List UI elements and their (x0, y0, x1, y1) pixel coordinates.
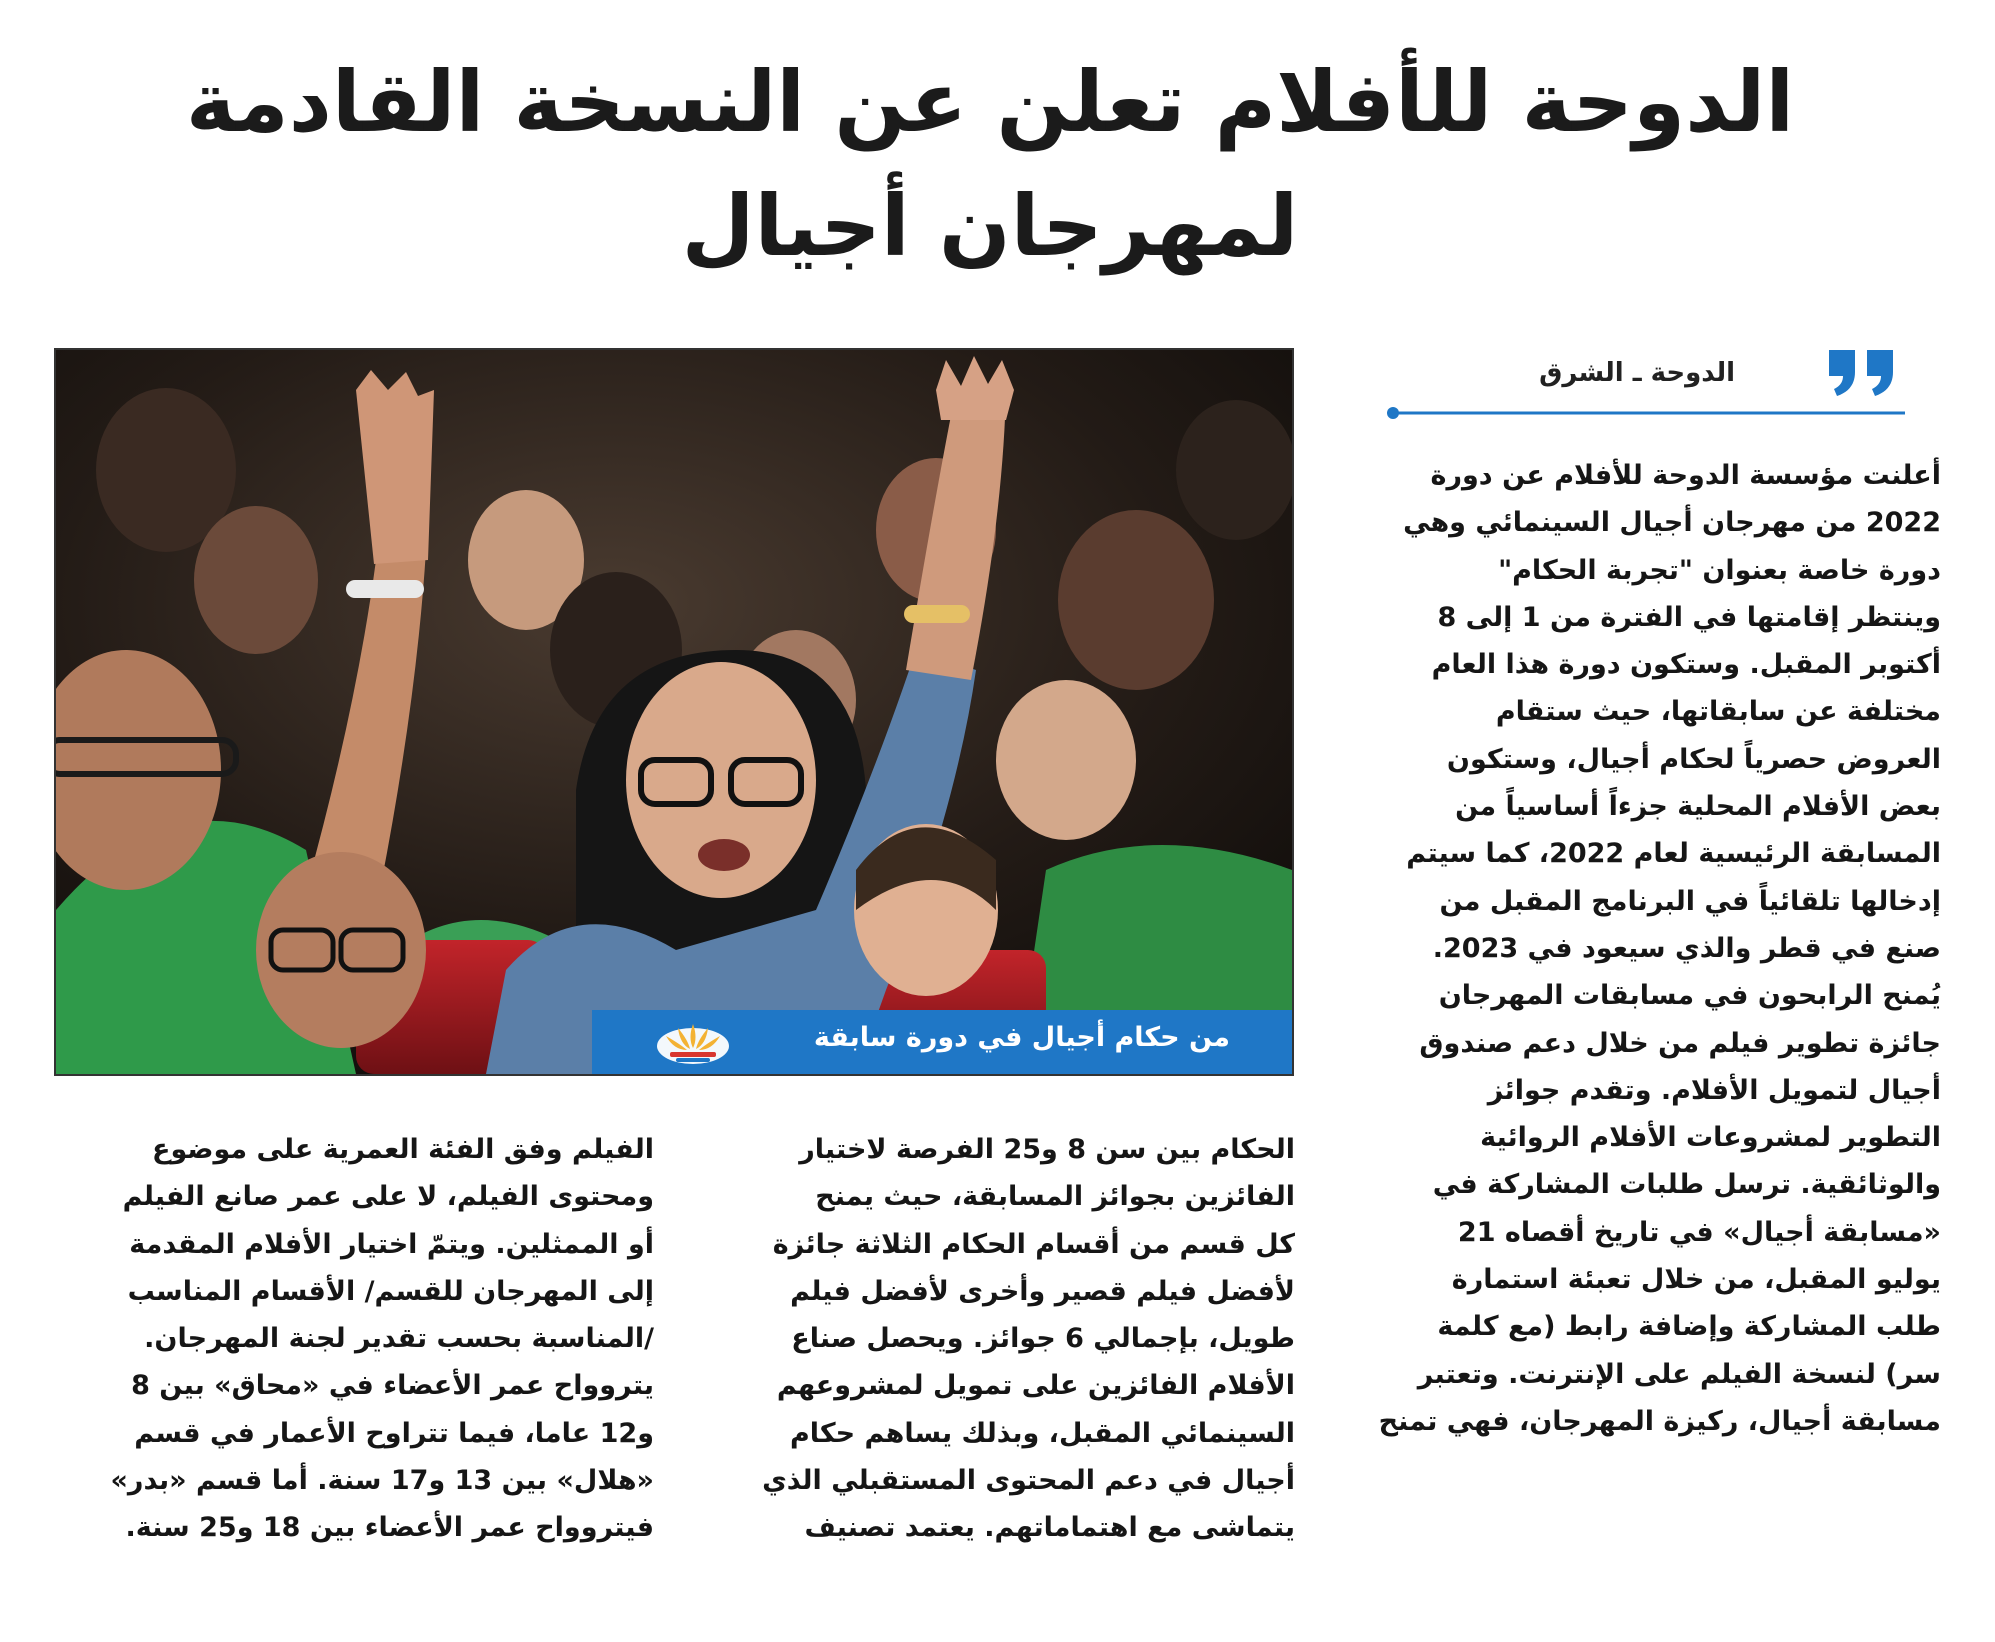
article-line: يتروواح عمر الأعضاء في «محاق» بين 8 (131, 1370, 654, 1402)
article-column-3 (54, 1126, 654, 1552)
article-line: والوثائقية. ترسل طلبات المشاركة في (1432, 1169, 1941, 1201)
article-line: يوليو المقبل، من خلال تعبئة استمارة (1451, 1264, 1941, 1296)
byline-divider (1385, 406, 1905, 420)
article-line: /المناسبة بحسب تقدير لجنة المهرجان. (144, 1323, 654, 1355)
article-column-2 (695, 1126, 1295, 1552)
byline-source: الدوحة ـ الشرق (1539, 358, 1735, 388)
article-line: العروض حصرياً لحكام أجيال، وستكون (1446, 743, 1941, 775)
article-line: أعلنت مؤسسة الدوحة للأفلام عن دورة (1430, 460, 1941, 491)
article-line: دورة خاصة بعنوان "تجربة الحكام" (1498, 554, 1941, 586)
article-line: طلب المشاركة وإضافة رابط (مع كلمة (1437, 1311, 1941, 1343)
headline-line-2: لمهرجان أجيال (681, 177, 1299, 275)
article-line: لأفضل فيلم قصير وأخرى لأفضل فيلم (790, 1275, 1295, 1307)
article-photo (54, 348, 1294, 1076)
quote-marks-icon (1825, 346, 1899, 398)
article-line: الفائزين بجوائز المسابقة، حيث يمنح (815, 1181, 1295, 1213)
article-line: أو الممثلين. ويتمّ اختيار الأفلام المقدمة (129, 1228, 654, 1260)
article-line: صنع في قطر والذي سيعود في 2023. (1432, 932, 1941, 964)
article-line: إدخالها تلقائياً في البرنامج المقبل من (1439, 885, 1941, 917)
article-line: مختلفة عن سابقاتها، حيث ستقام (1495, 696, 1941, 728)
article-line: الحكام بين سن 8 و25 الفرصة لاختيار (799, 1134, 1295, 1165)
article-line: فيتروواح عمر الأعضاء بين 18 و25 سنة. (125, 1512, 654, 1544)
article-line: السينمائي المقبل، وبذلك يساهم حكام (789, 1417, 1295, 1449)
article-line: وينتظر إقامتها في الفترة من 1 إلى 8 (1437, 601, 1941, 633)
article-line: كل قسم من أقسام الحكام الثلاثة جائزة (772, 1228, 1295, 1260)
article-line: جائزة تطوير فيلم من خلال دعم صندوق (1419, 1027, 1941, 1059)
article-line: و12 عاما، فيما تتراوح الأعمار في قسم (134, 1417, 654, 1449)
article-line: مسابقة أجيال، ركيزة المهرجان، فهي تمنح (1378, 1405, 1941, 1437)
photo-caption-text: من حكام أجيال في دورة سابقة (813, 1022, 1230, 1053)
article-line: ومحتوى الفيلم، لا على عمر صانع الفيلم (122, 1181, 654, 1213)
article-line: «مسابقة أجيال» في تاريخ أقصاه 21 (1457, 1216, 1941, 1248)
article-line: الأفلام الفائزين على تمويل لمشروعهم (776, 1370, 1295, 1402)
photo-caption (592, 1010, 1292, 1074)
article-line: طويل، بإجمالي 6 جوائز. ويحصل صناع (791, 1323, 1295, 1355)
article-line: أجيال في دعم المحتوى المستقبلي الذي (762, 1465, 1295, 1497)
article-line: الفيلم وفق الفئة العمرية على موضوع (152, 1134, 654, 1165)
article-column-1 (1336, 452, 1941, 1445)
ajyal-lotus-logo-icon (648, 1016, 738, 1068)
byline (1385, 340, 1905, 420)
audience-photo (56, 350, 1292, 1074)
article-line: سر) لنسخة الفيلم على الإنترنت. وتعتبر (1417, 1358, 1941, 1390)
article-line: «هلال» بين 13 و17 سنة. أما قسم «بدر» (110, 1465, 654, 1497)
headline (120, 40, 1860, 288)
article-line: إلى المهرجان للقسم/ الأقسام المناسب (127, 1275, 654, 1307)
article-line: بعض الأفلام المحلية جزءاً أساسياً من (1455, 791, 1941, 823)
article-line: 2022 من مهرجان أجيال السينمائي وهي (1403, 507, 1941, 539)
article-line: التطوير لمشروعات الأفلام الروائية (1480, 1122, 1941, 1154)
article-line: أجيال لتمويل الأفلام. وتقدم جوائز (1487, 1074, 1941, 1106)
article-line: يتماشى مع اهتماماتهم. يعتمد تصنيف (804, 1512, 1295, 1544)
article-line: يُمنح الرابحون في مسابقات المهرجان (1438, 980, 1941, 1012)
article-line: أكتوبر المقبل. وستكون دورة هذا العام (1431, 649, 1941, 681)
article-line: المسابقة الرئيسية لعام 2022، كما سيتم (1406, 838, 1941, 870)
headline-line-1: الدوحة للأفلام تعلن عن النسخة القادمة (185, 53, 1795, 151)
